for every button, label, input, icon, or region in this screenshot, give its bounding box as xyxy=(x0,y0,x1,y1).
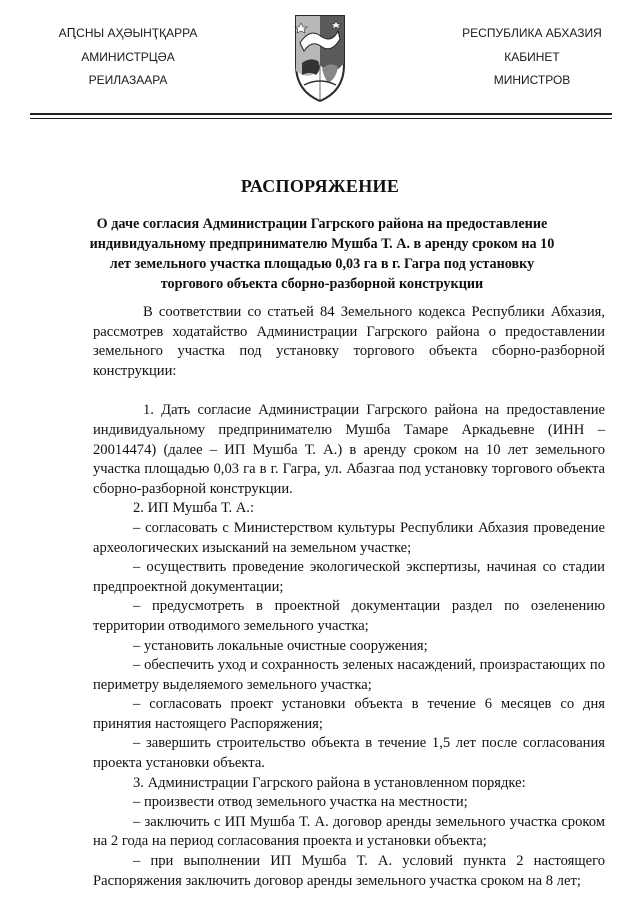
clause-2-item-2: – осуществить проведение экологической экспертизы, начиная со стадии предпроектной документации; xyxy=(93,559,605,595)
header-left-line-3: РЕИЛАЗААРА xyxy=(88,73,168,87)
header-divider-thin xyxy=(30,118,612,119)
clause-2-item-5: – обеспечить уход и сохранность зеленых насаждений, произрастающих по периметру выделяемого земельного участка; xyxy=(93,657,605,693)
header-right-line-2: КАБИНЕТ xyxy=(504,49,560,64)
clause-2-item-7: – завершить строительство объекта в течение 1,5 лет после согласования проекта установки объекта. xyxy=(93,735,605,772)
header-right-line-1: РЕСПУБЛИКА АБХАЗИЯ xyxy=(462,26,602,40)
clause-3-item-1: – произвести отвод земельного участка на местности; xyxy=(133,794,468,811)
header-right-line-3: МИНИСТРОВ xyxy=(493,73,571,87)
clause-2-item-6: – согласовать проект установки объекта в течение 6 месяцев со дня принятия настоящего Распоряжения; xyxy=(93,696,605,732)
document-title: РАСПОРЯЖЕНИЕ xyxy=(240,176,400,196)
clause-3-item-2: – заключить с ИП Мушба Т. А. договор аренды земельного участка сроком на 2 года на период согласования проекта и установки объекта; xyxy=(93,813,605,850)
coat-of-arms-icon xyxy=(292,13,348,103)
clause-2-item-3: – предусмотреть в проектной документации раздел по озеленению территории отводимого земельного участка; xyxy=(93,598,605,634)
document-body xyxy=(93,303,605,891)
header-divider-thick xyxy=(30,113,612,115)
header-left-block xyxy=(48,22,208,93)
clause-2-item-1: – согласовать с Министерством культуры Республики Абхазия проведение археологических изысканий на земельном участке; xyxy=(93,519,605,556)
header-left-line-1: АԤСНЫ АҲӘЫНҬҚАРРА xyxy=(58,26,198,40)
clause-2-item-4: – установить локальные очистные сооружения; xyxy=(133,637,428,654)
preamble-paragraph: В соответствии со статьей 84 Земельного кодекса Республики Абхазия, рассмотрев ходатайство Администрации Гагрского района о предоставлении земельного участка под установку торгового объекта сборно-разборной конструкции: xyxy=(93,304,605,379)
clause-2-heading: 2. ИП Мушба Т. А.: xyxy=(133,500,255,517)
clause-1: 1. Дать согласие Администрации Гагрского района на предоставление индивидуальному предпринимателю Мушба Тамаре Аркадьевне (ИНН – 20014474) (далее – ИП Мушба Т. А.) в аренду сроком на 10 лет земельного участка площадью 0,03 га в г. Гагра, ул. Абазгаа под установку торгового объекта сборно-разборной конструкции. xyxy=(93,402,605,497)
header-right-block xyxy=(452,22,612,93)
header-left-line-2: АМИНИСТРЦӘА xyxy=(81,49,175,64)
clause-3-heading: 3. Администрации Гагрского района в установленном порядке: xyxy=(133,774,526,791)
document-subject: О даче согласия Администрации Гагрского района на предоставление индивидуальному предпринимателю Мушба Т. А. в аренду сроком на 10 лет земельного участка площадью 0,03 га в г. Гагра под установку торгового объекта сборно-разборной конструкции xyxy=(89,216,555,292)
clause-3-item-3: – при выполнении ИП Мушба Т. А. условий пункта 2 настоящего Распоряжения заключить договор аренды земельного участка сроком на 8 лет; xyxy=(93,853,605,889)
